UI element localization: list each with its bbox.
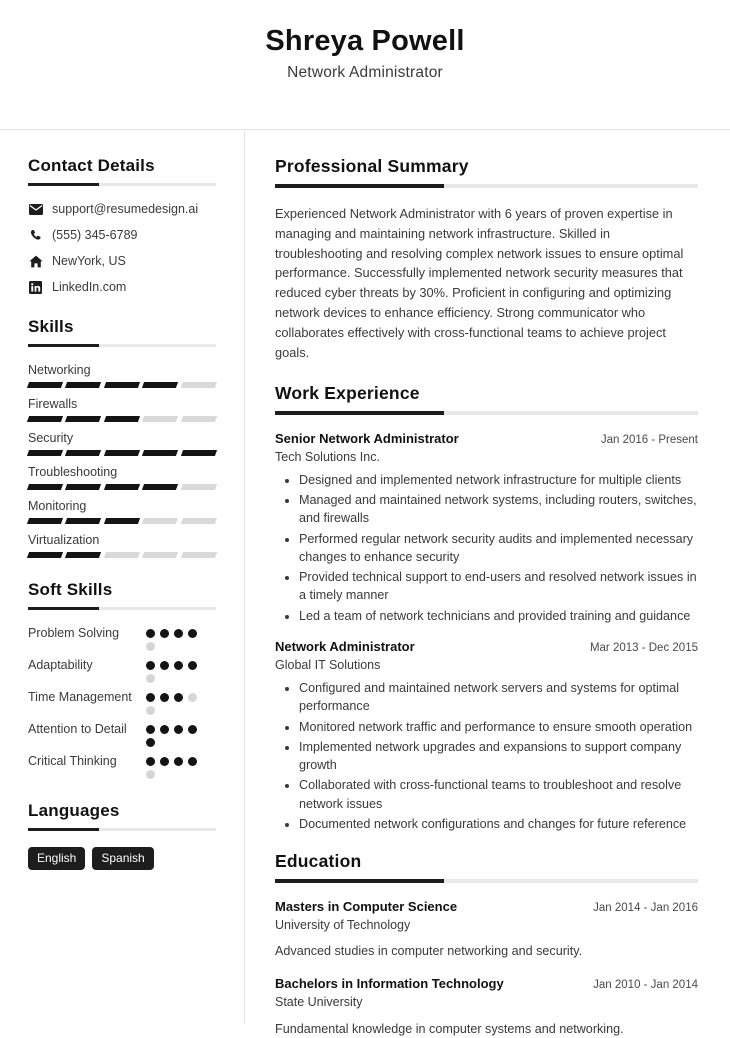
contact-item-email[interactable] <box>28 202 216 217</box>
skill-bar-segment <box>27 416 64 422</box>
rating-dot <box>188 757 197 766</box>
skill-bar-segment <box>142 484 179 490</box>
skills-heading: Skills <box>28 317 74 336</box>
rating-dot <box>188 693 197 702</box>
contact-item-linkedin[interactable] <box>28 280 216 295</box>
bullet-item: • Led a team of network technicians and provided training and guidance <box>299 607 698 625</box>
contact-details-section <box>28 156 216 295</box>
education-list <box>275 899 698 1038</box>
work-entry-header <box>275 639 698 656</box>
soft-skill-row <box>28 690 216 715</box>
home-icon <box>28 255 43 269</box>
rating-dot <box>146 757 155 766</box>
work-entry-date: Jan 2016 - Present <box>600 433 698 446</box>
skill-row <box>28 499 216 524</box>
skill-bar-segment <box>104 416 141 422</box>
contact-value-linkedin: LinkedIn.com <box>52 280 127 294</box>
education-entry-header <box>275 899 698 916</box>
soft-skill-label: Problem Solving <box>28 626 120 640</box>
main-content <box>245 130 730 1036</box>
rating-dot <box>160 629 169 638</box>
soft-skill-label: Time Management <box>28 690 132 704</box>
rating-dot <box>160 693 169 702</box>
section-rule <box>28 344 216 347</box>
professional-summary-section <box>275 156 698 363</box>
skill-level-bar <box>28 484 216 490</box>
sidebar <box>0 130 245 1024</box>
education-entry-description: Fundamental knowledge in computer systems and networking. <box>275 1021 624 1036</box>
soft-skill-row <box>28 754 216 779</box>
skill-bar-segment <box>142 416 179 422</box>
rating-dot <box>160 757 169 766</box>
bullet-item: • Configured and maintained network servers and systems for optimal performance <box>299 679 698 716</box>
soft-skill-row <box>28 722 216 747</box>
skill-bar-segment <box>181 484 218 490</box>
education-heading: Education <box>275 851 362 871</box>
rating-dot <box>174 629 183 638</box>
languages-list <box>28 847 216 870</box>
rating-dot <box>160 725 169 734</box>
rating-dot <box>146 642 155 651</box>
education-entry-date: Jan 2010 - Jan 2014 <box>593 979 698 992</box>
linkedin-icon <box>28 281 43 295</box>
skill-bar-segment <box>27 518 64 524</box>
section-rule <box>28 183 216 186</box>
skill-label: Virtualization <box>28 533 100 547</box>
work-entry-role: Network Administrator <box>275 638 415 654</box>
skill-level-bar <box>28 416 216 422</box>
section-rule <box>275 411 698 415</box>
skill-label: Troubleshooting <box>28 465 118 479</box>
contact-item-phone[interactable] <box>28 228 216 243</box>
skill-bar-segment <box>142 518 179 524</box>
skill-bar-segment <box>181 416 218 422</box>
rating-dot <box>188 661 197 670</box>
rating-dot <box>146 738 155 747</box>
contact-value-phone: (555) 345-6789 <box>52 228 138 242</box>
education-entry-degree: Bachelors in Information Technology <box>275 976 504 992</box>
skill-level-bar <box>28 552 216 558</box>
work-entry-date: Mar 2013 - Dec 2015 <box>589 641 698 654</box>
soft-skill-row <box>28 658 216 683</box>
skill-bar-segment <box>65 416 102 422</box>
skill-bar-segment <box>181 518 218 524</box>
soft-skills-list <box>28 626 216 779</box>
bullet-item: • Documented network configurations and changes for future reference <box>299 815 698 833</box>
education-entry-school: University of Technology <box>275 917 411 932</box>
skill-bar-segment <box>142 552 179 558</box>
education-entry-description: Advanced studies in computer networking and security. <box>275 944 583 959</box>
work-entry <box>275 639 698 833</box>
soft-skill-rating <box>146 658 208 683</box>
section-rule <box>275 184 698 188</box>
rating-dot <box>174 725 183 734</box>
rating-dot <box>146 770 155 779</box>
rating-dot <box>146 629 155 638</box>
bullet-item: • Monitored network traffic and performance to ensure smooth operation <box>299 718 698 736</box>
rating-dot <box>174 757 183 766</box>
work-experience-list <box>275 431 698 833</box>
rating-dot <box>174 693 183 702</box>
rating-dot <box>160 661 169 670</box>
skill-row <box>28 397 216 422</box>
skill-bar-segment <box>104 518 141 524</box>
work-entry-bullets <box>275 679 698 833</box>
education-entry-school: State University <box>275 995 363 1010</box>
education-section <box>275 851 698 1038</box>
skill-bar-segment <box>181 552 218 558</box>
skill-level-bar <box>28 450 216 456</box>
rating-dot <box>146 706 155 715</box>
section-rule <box>28 828 216 831</box>
skill-row <box>28 465 216 490</box>
soft-skill-rating <box>146 626 208 651</box>
language-badge: Spanish <box>92 847 153 870</box>
skill-row <box>28 363 216 388</box>
soft-skill-row <box>28 626 216 651</box>
skill-bar-segment <box>104 484 141 490</box>
bullet-item: • Performed regular network security audits and implemented necessary changes to enhance security <box>299 530 698 567</box>
skill-bar-segment <box>65 552 102 558</box>
contact-value-email: support@resumedesign.ai <box>52 202 199 216</box>
skill-bar-segment <box>27 382 64 388</box>
resume-body <box>0 130 730 1036</box>
work-experience-heading: Work Experience <box>275 382 420 403</box>
phone-icon <box>28 229 43 243</box>
education-entry <box>275 899 698 960</box>
skill-bar-segment <box>181 450 218 456</box>
skill-bar-segment <box>27 552 64 558</box>
rating-dot <box>174 661 183 670</box>
work-entry-company: Global IT Solutions <box>275 657 381 672</box>
bullet-item: • Implemented network upgrades and expansions to support company growth <box>299 738 698 775</box>
contact-item-location[interactable] <box>28 254 216 269</box>
languages-section <box>28 801 216 870</box>
soft-skill-rating <box>146 690 208 715</box>
skill-label: Monitoring <box>28 499 87 513</box>
bullet-item: • Collaborated with cross-functional teams to troubleshoot and resolve network issues <box>299 776 698 813</box>
contact-value-location: NewYork, US <box>52 254 126 268</box>
rating-dot <box>188 725 197 734</box>
contact-details-heading: Contact Details <box>28 156 155 175</box>
skill-bar-segment <box>65 518 102 524</box>
skill-label: Networking <box>28 363 91 377</box>
skills-list <box>28 363 216 558</box>
skill-level-bar <box>28 518 216 524</box>
soft-skill-label: Attention to Detail <box>28 722 127 736</box>
soft-skill-label: Adaptability <box>28 658 93 672</box>
skill-label: Firewalls <box>28 397 78 411</box>
work-entry <box>275 431 698 625</box>
education-entry-degree: Masters in Computer Science <box>275 899 458 914</box>
work-entry-bullets <box>275 471 698 625</box>
work-entry-company: Tech Solutions Inc. <box>275 449 380 464</box>
rating-dot <box>146 725 155 734</box>
skill-row <box>28 431 216 456</box>
skill-bar-segment <box>104 552 141 558</box>
candidate-name: Shreya Powell <box>265 25 465 58</box>
skill-bar-segment <box>181 382 218 388</box>
languages-heading: Languages <box>28 801 120 820</box>
section-rule <box>275 879 698 883</box>
skill-bar-segment <box>65 484 102 490</box>
skill-bar-segment <box>65 382 102 388</box>
education-entry-date: Jan 2014 - Jan 2016 <box>593 902 698 914</box>
rating-dot <box>146 693 155 702</box>
skill-bar-segment <box>27 484 64 490</box>
skill-row <box>28 533 216 558</box>
language-badge: English <box>28 847 85 870</box>
soft-skill-rating <box>146 722 208 747</box>
envelope-icon <box>28 203 43 217</box>
education-entry <box>275 976 698 1037</box>
skill-bar-segment <box>104 450 141 456</box>
rating-dot <box>146 674 155 683</box>
soft-skills-heading: Soft Skills <box>28 580 113 599</box>
bullet-item: • Managed and maintained network systems, including routers, switches, and firewalls <box>299 491 698 528</box>
skill-label: Security <box>28 431 74 445</box>
professional-summary-text: Experienced Network Administrator with 6 years of proven expertise in managing and maintaining network infrastructure. Skilled in troubleshooting and resolving complex network issues to ensure optimal performance. Successfully implemented network security measures that reduced cyber threats by 30%. Proficient in configuring and optimizing network devices to enhance efficiency. Strong communicator who collaborates effectively with cross-functional teams to achieve project goals. <box>275 206 684 360</box>
soft-skills-section <box>28 580 216 779</box>
skill-bar-segment <box>27 450 64 456</box>
skill-bar-segment <box>142 450 179 456</box>
skill-bar-segment <box>142 382 179 388</box>
work-entry-role: Senior Network Administrator <box>275 430 459 446</box>
resume-header <box>0 0 730 130</box>
candidate-job-title: Network Administrator <box>287 63 443 81</box>
soft-skill-label: Critical Thinking <box>28 754 117 768</box>
bullet-item: • Designed and implemented network infrastructure for multiple clients <box>299 471 698 489</box>
contact-list <box>28 202 216 295</box>
work-experience-section <box>275 383 698 833</box>
skill-bar-segment <box>65 450 102 456</box>
skill-bar-segment <box>104 382 141 388</box>
section-rule <box>28 607 216 610</box>
skills-section <box>28 317 216 558</box>
bullet-item: • Provided technical support to end-users and resolved network issues in a timely manner <box>299 568 698 605</box>
work-entry-header <box>275 431 698 448</box>
professional-summary-heading: Professional Summary <box>275 156 469 176</box>
soft-skill-rating <box>146 754 208 779</box>
skill-level-bar <box>28 382 216 388</box>
rating-dot <box>146 661 155 670</box>
rating-dot <box>188 629 197 638</box>
education-entry-header <box>275 976 698 993</box>
